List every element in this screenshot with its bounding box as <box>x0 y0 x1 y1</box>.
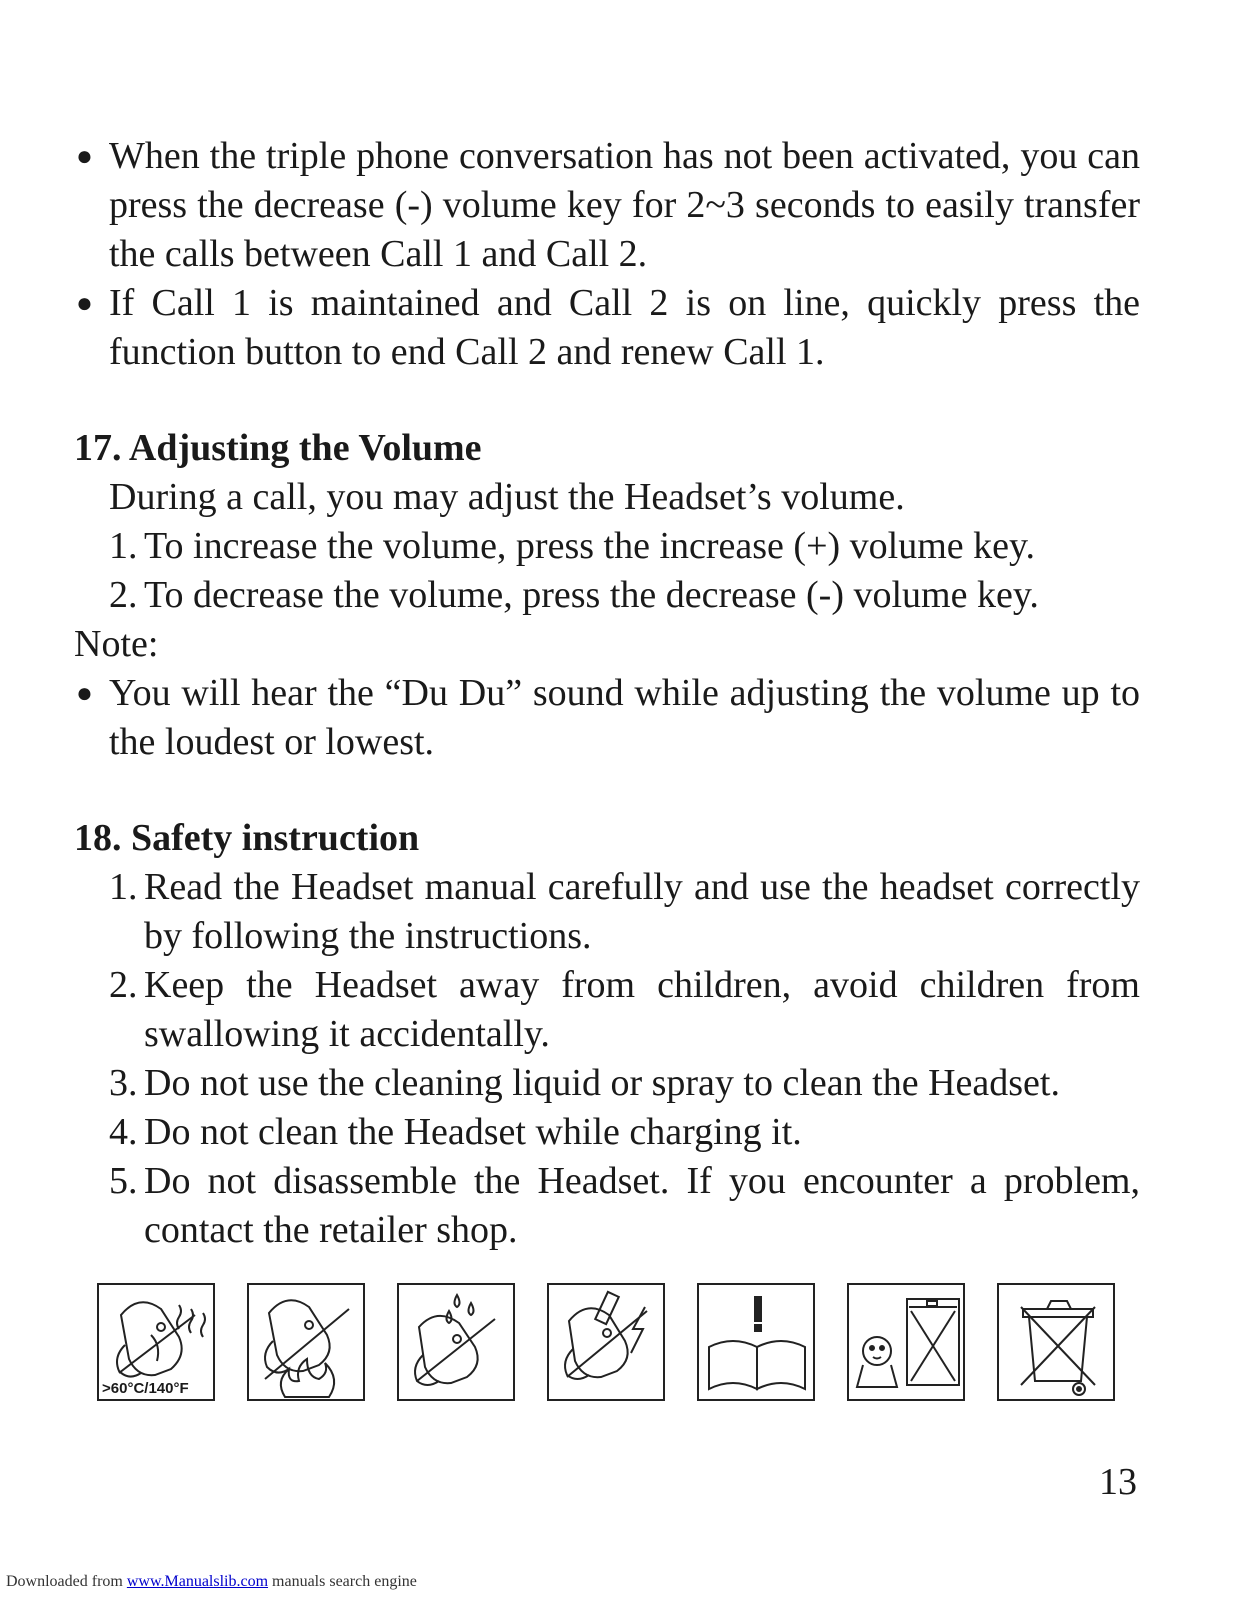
download-footer <box>6 1573 417 1591</box>
step-item <box>74 1108 1140 1157</box>
section-adjusting-volume <box>74 424 1140 767</box>
water-warning-icon <box>397 1283 515 1401</box>
step-text: Do not disassemble the Headset. If you encounter a problem, contact the retailer shop. <box>144 1160 1140 1251</box>
note-label: Note: <box>74 623 159 665</box>
manualslib-link[interactable]: www.Manualslib.com <box>126 1573 269 1590</box>
footer-suffix: manuals search engine <box>268 1573 417 1590</box>
step-text: Do not clean the Headset while charging it. <box>144 1111 802 1153</box>
step-number: 1. <box>109 866 138 908</box>
bullet-item <box>74 132 1140 279</box>
step-text: To decrease the volume, press the decrease (-) volume key. <box>144 574 1039 616</box>
step-number: 2. <box>109 574 138 616</box>
step-item <box>74 522 1140 571</box>
step-text: Keep the Headset away from children, avoid children from swallowing it accidentally. <box>144 964 1140 1055</box>
safety-icons-row <box>97 1283 1119 1405</box>
step-item <box>74 1157 1140 1255</box>
step-item <box>74 571 1140 620</box>
section-heading: 17. Adjusting the Volume <box>74 427 482 469</box>
step-number: 5. <box>109 1160 138 1202</box>
step-item <box>74 1059 1140 1108</box>
step-text: To increase the volume, press the increase (+) volume key. <box>144 525 1036 567</box>
read-manual-icon <box>697 1283 815 1401</box>
bullet-text: You will hear the “Du Du” sound while adjusting the volume up to the loudest or lowest. <box>109 672 1140 763</box>
section-safety-instruction <box>74 814 1140 1255</box>
temperature-label: >60°C/140°F <box>102 1380 189 1397</box>
child-safety-icon <box>847 1283 965 1401</box>
step-item <box>74 961 1140 1059</box>
bullet-icon: ● <box>76 141 93 172</box>
step-number: 1. <box>109 525 138 567</box>
bullet-item <box>74 669 1140 767</box>
bullet-text: When the triple phone conversation has not been activated, you can press the decrease (-) volume key for 2~3 seconds to easily transfer the calls between Call 1 and Call 2. <box>109 135 1140 275</box>
step-number: 4. <box>109 1111 138 1153</box>
intro-bullets <box>74 132 1140 377</box>
bullet-item <box>74 279 1140 377</box>
fire-warning-icon <box>247 1283 365 1401</box>
page-number: 13 <box>1099 1461 1137 1503</box>
bullet-icon: ● <box>76 288 93 319</box>
bullet-icon: ● <box>76 678 93 709</box>
recycle-bin-icon <box>997 1283 1115 1401</box>
heat-warning-icon <box>97 1283 215 1401</box>
cleaning-warning-icon <box>547 1283 665 1401</box>
section-heading: 18. Safety instruction <box>74 817 420 859</box>
footer-prefix: Downloaded from <box>6 1573 127 1590</box>
section-intro: During a call, you may adjust the Headset’s volume. <box>109 476 905 518</box>
step-item <box>74 863 1140 961</box>
step-text: Do not use the cleaning liquid or spray to clean the Headset. <box>144 1062 1060 1104</box>
step-number: 3. <box>109 1062 138 1104</box>
bullet-text: If Call 1 is maintained and Call 2 is on line, quickly press the function button to end Call 2 and renew Call 1. <box>109 282 1140 373</box>
step-number: 2. <box>109 964 138 1006</box>
step-text: Read the Headset manual carefully and use the headset correctly by following the instructions. <box>144 866 1140 957</box>
